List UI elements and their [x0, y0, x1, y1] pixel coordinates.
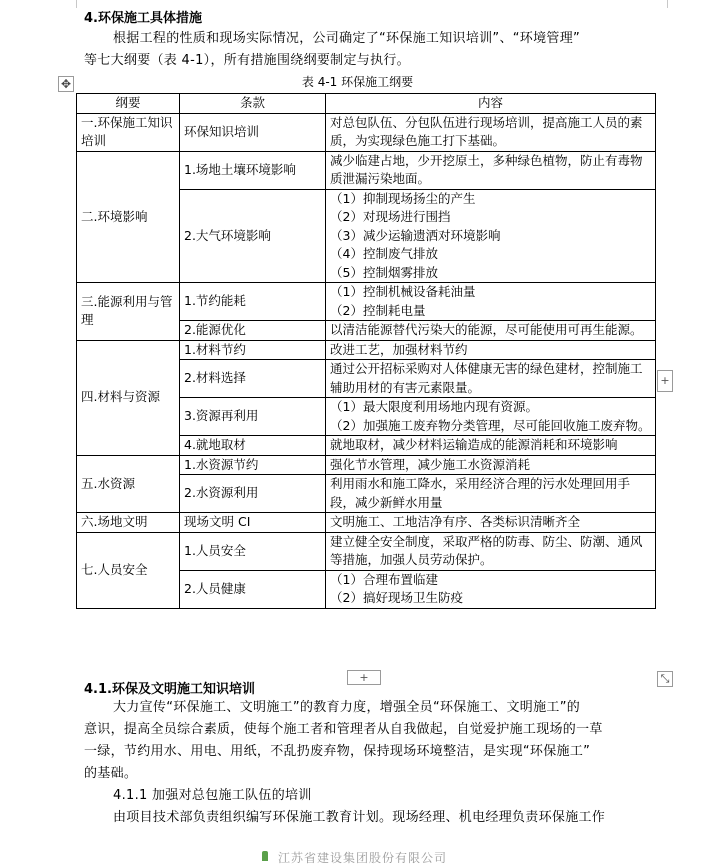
outline-cell: 三.能源利用与管理: [77, 283, 180, 341]
content-cell: [326, 360, 656, 398]
content-line: 利用雨水和施工降水，采用经济合理的污水处理回用手段，减少新鲜水用量: [330, 476, 631, 510]
clause-cell: 1.节约能耗: [180, 283, 326, 321]
clause-cell: 4.就地取材: [180, 436, 326, 456]
content-cell: [326, 189, 656, 283]
clause-cell: 2.大气环境影响: [180, 189, 326, 283]
outline-cell: 一.环保施工知识培训: [77, 113, 180, 151]
column-header: 条款: [180, 94, 326, 114]
content-cell: [326, 340, 656, 360]
content-line: （1）合理布置临建: [330, 571, 438, 587]
table-resize-handle-icon[interactable]: ⤡: [657, 671, 673, 687]
company-logo-icon: [262, 851, 268, 861]
sub-heading: 4.1.1 加强对总包施工队伍的培训: [113, 788, 312, 803]
table-body: [77, 113, 656, 608]
table-caption: 表 4-1 环保施工纲要: [301, 75, 414, 89]
table-row: [77, 532, 656, 570]
outline-cell: 七.人员安全: [77, 532, 180, 608]
content-cell: [326, 113, 656, 151]
clause-cell: 3.资源再利用: [180, 398, 326, 436]
content-line: 减少临建占地，少开挖原土，多种绿色植物，防止有毒物质泄漏污染地面。: [330, 152, 643, 186]
clause-cell: 2.水资源利用: [180, 475, 326, 513]
outline-cell: 六.场地文明: [77, 513, 180, 533]
paragraph-line: 等七大纲要（表 4-1），所有措施围绕纲要制定与执行。: [84, 53, 410, 68]
clause-cell: 1.场地土壤环境影响: [180, 151, 326, 189]
outline-cell: 五.水资源: [77, 455, 180, 513]
content-cell: [326, 475, 656, 513]
content-line: （1）最大限度利用场地内现有资源。: [330, 399, 538, 414]
footer-company-name: 江苏省建设集团股份有限公司: [278, 851, 448, 865]
content-cell: [326, 570, 656, 608]
clause-cell: 现场文明 CI: [180, 513, 326, 533]
content-line: 通过公开招标采购对人体健康无害的绿色建材，控制施工辅助用材的有害元素限量。: [330, 361, 643, 395]
clause-cell: 1.材料节约: [180, 340, 326, 360]
table-move-handle-icon[interactable]: ✥: [58, 76, 74, 92]
column-header: 纲要: [77, 94, 180, 114]
content-line: 以清洁能源替代污染大的能源，尽可能使用可再生能源。: [330, 322, 643, 337]
content-cell: [326, 436, 656, 456]
content-cell: [326, 398, 656, 436]
content-line: 改进工艺，加强材料节约: [330, 341, 468, 357]
paragraph-line: 根据工程的性质和现场实际情况，公司确定了“环保施工知识培训”、“环境管理”: [113, 31, 581, 46]
section-heading: 4.环保施工具体措施: [84, 11, 202, 26]
content-cell: [326, 321, 656, 341]
table-row: [77, 513, 656, 533]
table-row: [77, 283, 656, 321]
paragraph-line: 意识，提高全员综合素质，使每个施工者和管理者从自我做起，自觉爱护施工现场的一草: [84, 722, 603, 737]
content-line: （1）控制机械设备耗油量: [330, 284, 476, 299]
table-row: [77, 113, 656, 151]
column-header: 内容: [326, 94, 656, 114]
content-line: （1）抑制现场扬尘的产生: [330, 190, 476, 206]
content-cell: [326, 283, 656, 321]
content-cell: [326, 532, 656, 570]
table-row: [77, 340, 656, 360]
content-line: 文明施工、工地洁净有序、各类标识清晰齐全: [330, 514, 581, 529]
content-line: 建立健全安全制度，采取严格的防毒、防尘、防潮、通风等措施，加强人员劳动保护。: [330, 533, 643, 567]
content-line: （4）控制废气排放: [330, 246, 438, 261]
content-line: 对总包队伍、分包队伍进行现场培训，提高施工人员的素质，为实现绿色施工打下基础。: [330, 114, 643, 148]
clause-cell: 1.人员安全: [180, 532, 326, 570]
paragraph-line: 的基础。: [84, 766, 138, 781]
outline-cell: 二.环境影响: [77, 151, 180, 283]
content-cell: [326, 455, 656, 475]
content-line: 强化节水管理，减少施工水资源消耗: [330, 456, 531, 472]
content-cell: [326, 513, 656, 533]
content-cell: [326, 151, 656, 189]
table-row: [77, 151, 656, 189]
content-line: （5）控制烟雾排放: [330, 264, 438, 280]
add-row-button[interactable]: +: [347, 670, 381, 685]
clause-cell: 2.材料选择: [180, 360, 326, 398]
content-line: （3）减少运输遗洒对环境影响: [330, 227, 501, 243]
add-column-button[interactable]: +: [657, 370, 673, 392]
content-line: （2）对现场进行围挡: [330, 209, 451, 224]
content-line: （2）搞好现场卫生防疫: [330, 590, 463, 605]
margin-guide-top-right: [667, 0, 668, 8]
section-heading: 4.1.环保及文明施工知识培训: [84, 682, 255, 697]
content-line: （2）加强施工废弃物分类管理，尽可能回收施工废弃物。: [330, 417, 651, 433]
clause-cell: 2.能源优化: [180, 321, 326, 341]
clause-cell: 环保知识培训: [180, 113, 326, 151]
margin-guide-top-left: [76, 0, 77, 8]
table-header-row: [77, 94, 656, 114]
paragraph-line: 大力宣传“环保施工、文明施工”的教育力度，增强全员“环保施工、文明施工”的: [113, 700, 581, 715]
clause-cell: 1.水资源节约: [180, 455, 326, 475]
clause-cell: 2.人员健康: [180, 570, 326, 608]
paragraph-line: 由项目技术部负责组织编写环保施工教育计划。现场经理、机电经理负责环保施工作: [113, 810, 606, 825]
outline-cell: 四.材料与资源: [77, 340, 180, 455]
environmental-outline-table[interactable]: [76, 93, 656, 609]
table-row: [77, 455, 656, 475]
content-line: 就地取材，减少材料运输造成的能源消耗和环境影响: [330, 437, 618, 452]
content-line: （2）控制耗电量: [330, 302, 426, 318]
paragraph-line: 一绿，节约用水、用电、用纸，不乱扔废弃物，保持现场环境整洁，是实现“环保施工”: [84, 744, 591, 759]
